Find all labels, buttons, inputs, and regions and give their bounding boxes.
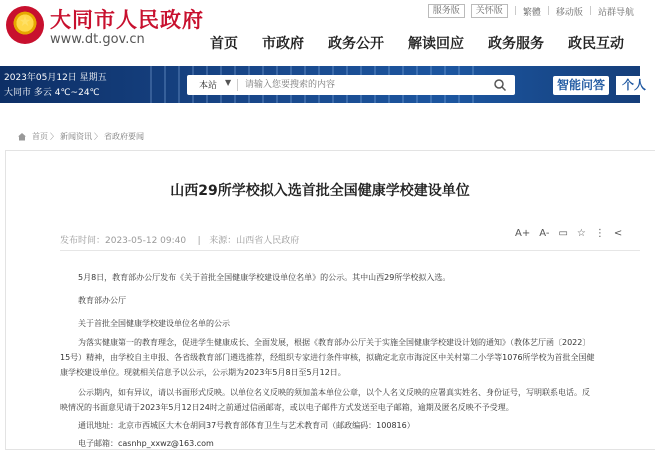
meta-divider [60, 250, 640, 251]
paragraph: 通讯地址：北京市西城区大木仓胡同37号教育部体育卫生与艺术教育司（邮政编码：100816） [78, 421, 415, 430]
nav-city-government[interactable]: 市政府 [262, 36, 304, 52]
divider: | [513, 6, 517, 16]
main-nav [198, 33, 636, 53]
senior-version-link[interactable]: 关怀版 [471, 4, 508, 18]
paragraph: 公示期内，如有异议，请以书面形式反映。以单位名义反映的须加盖本单位公章，以个人名义反映的应署真实姓名、身份证号，写明联系电话。反 [78, 388, 590, 397]
traditional-chinese-link[interactable]: 繁體 [522, 7, 541, 18]
search-scope-select[interactable]: 本站 [199, 81, 218, 91]
divider: | [546, 6, 550, 16]
divider: | [197, 236, 201, 246]
breadcrumb-news[interactable]: 新闻资讯 [60, 132, 92, 141]
breadcrumb-separator: 〉 [94, 132, 102, 141]
paragraph: 康学校建设单位。现就相关信息予以公示，公示期为2023年5月8日至5月12日。 [60, 368, 346, 377]
site-header [0, 0, 640, 66]
mobile-version-link[interactable]: 移动版 [555, 7, 583, 18]
breadcrumb-separator: 〉 [50, 132, 58, 141]
paragraph: 5月8日，教育部办公厅发布《关于首批全国健康学校建设单位名单》的公示。其中山西29所学校拟入选。 [78, 273, 451, 282]
chevron-down-icon[interactable]: ▼ [225, 78, 232, 87]
paragraph: 映情况的书面意见请于2023年5月12日24时之前通过信函邮寄，或以电子邮件方式发送至电子邮箱，逾期及匿名反映不予受理。 [60, 403, 514, 412]
more-icon[interactable]: ⋮ [594, 228, 605, 239]
personal-button[interactable]: 个人 [616, 76, 646, 95]
nav-government-affairs[interactable]: 政务公开 [328, 36, 384, 52]
paragraph: 教育部办公厅 [78, 296, 126, 305]
divider: | [588, 6, 592, 16]
home-icon [17, 132, 27, 141]
paragraph: 15号）精神，由学校自主申报、各省级教育部门遴选推荐，经组织专家进行条件审核，拟确定北京市海淀区中关村第二小学等1076所学校为首批全国健 [60, 353, 595, 362]
article-source: 来源：山西省人民政府 [209, 236, 300, 246]
service-version-link[interactable]: 服务版 [428, 4, 465, 18]
weather-info: 大同市 多云 4℃~24℃ [4, 88, 100, 98]
print-icon[interactable]: ▭ [558, 228, 568, 239]
article-title: 山西29所学校拟入选首批全国健康学校建设单位 [170, 183, 470, 199]
site-title[interactable]: 大同市人民政府 [50, 7, 204, 32]
ai-qa-button[interactable]: 智能问答 [553, 76, 609, 95]
search-input[interactable] [245, 77, 485, 93]
font-decrease-button[interactable]: A- [539, 228, 550, 239]
article-body [60, 270, 634, 451]
sitemap-link[interactable]: 站群导航 [597, 7, 634, 18]
paragraph: 为落实健康第一的教育理念，促进学生健康成长、全面发展，根据《教育部办公厅关于实施全国健康学校建设计划的通知》（教体艺厅函〔2022〕 [78, 338, 591, 347]
search-box [187, 75, 515, 95]
paragraph: 电子邮箱：casnhp_xxwz@163.com [78, 439, 214, 448]
breadcrumb-province-news[interactable]: 省政府要闻 [104, 132, 144, 141]
paragraph: 关于首批全国健康学校建设单位名单的公示 [78, 319, 230, 328]
breadcrumb-home[interactable]: 首页 [32, 132, 48, 141]
article-meta [60, 233, 299, 246]
national-emblem-icon: ★ [6, 6, 44, 44]
current-date: 2023年05月12日 星期五 [4, 73, 107, 83]
favorite-icon[interactable]: ☆ [576, 228, 586, 239]
top-links [428, 4, 634, 18]
banner [0, 66, 647, 103]
article-tools [515, 228, 622, 239]
breadcrumb [17, 131, 144, 142]
share-icon[interactable]: < [613, 228, 623, 239]
nav-services[interactable]: 政务服务 [488, 36, 544, 52]
nav-interpretation[interactable]: 解读回应 [408, 36, 464, 52]
search-icon[interactable] [493, 78, 507, 92]
divider [237, 79, 238, 91]
font-increase-button[interactable]: A+ [515, 228, 531, 239]
publish-time: 发布时间：2023-05-12 09:40 [60, 236, 187, 246]
site-url: www.dt.gov.cn [50, 32, 145, 47]
nav-home[interactable]: 首页 [210, 36, 238, 52]
nav-interaction[interactable]: 政民互动 [568, 36, 624, 52]
